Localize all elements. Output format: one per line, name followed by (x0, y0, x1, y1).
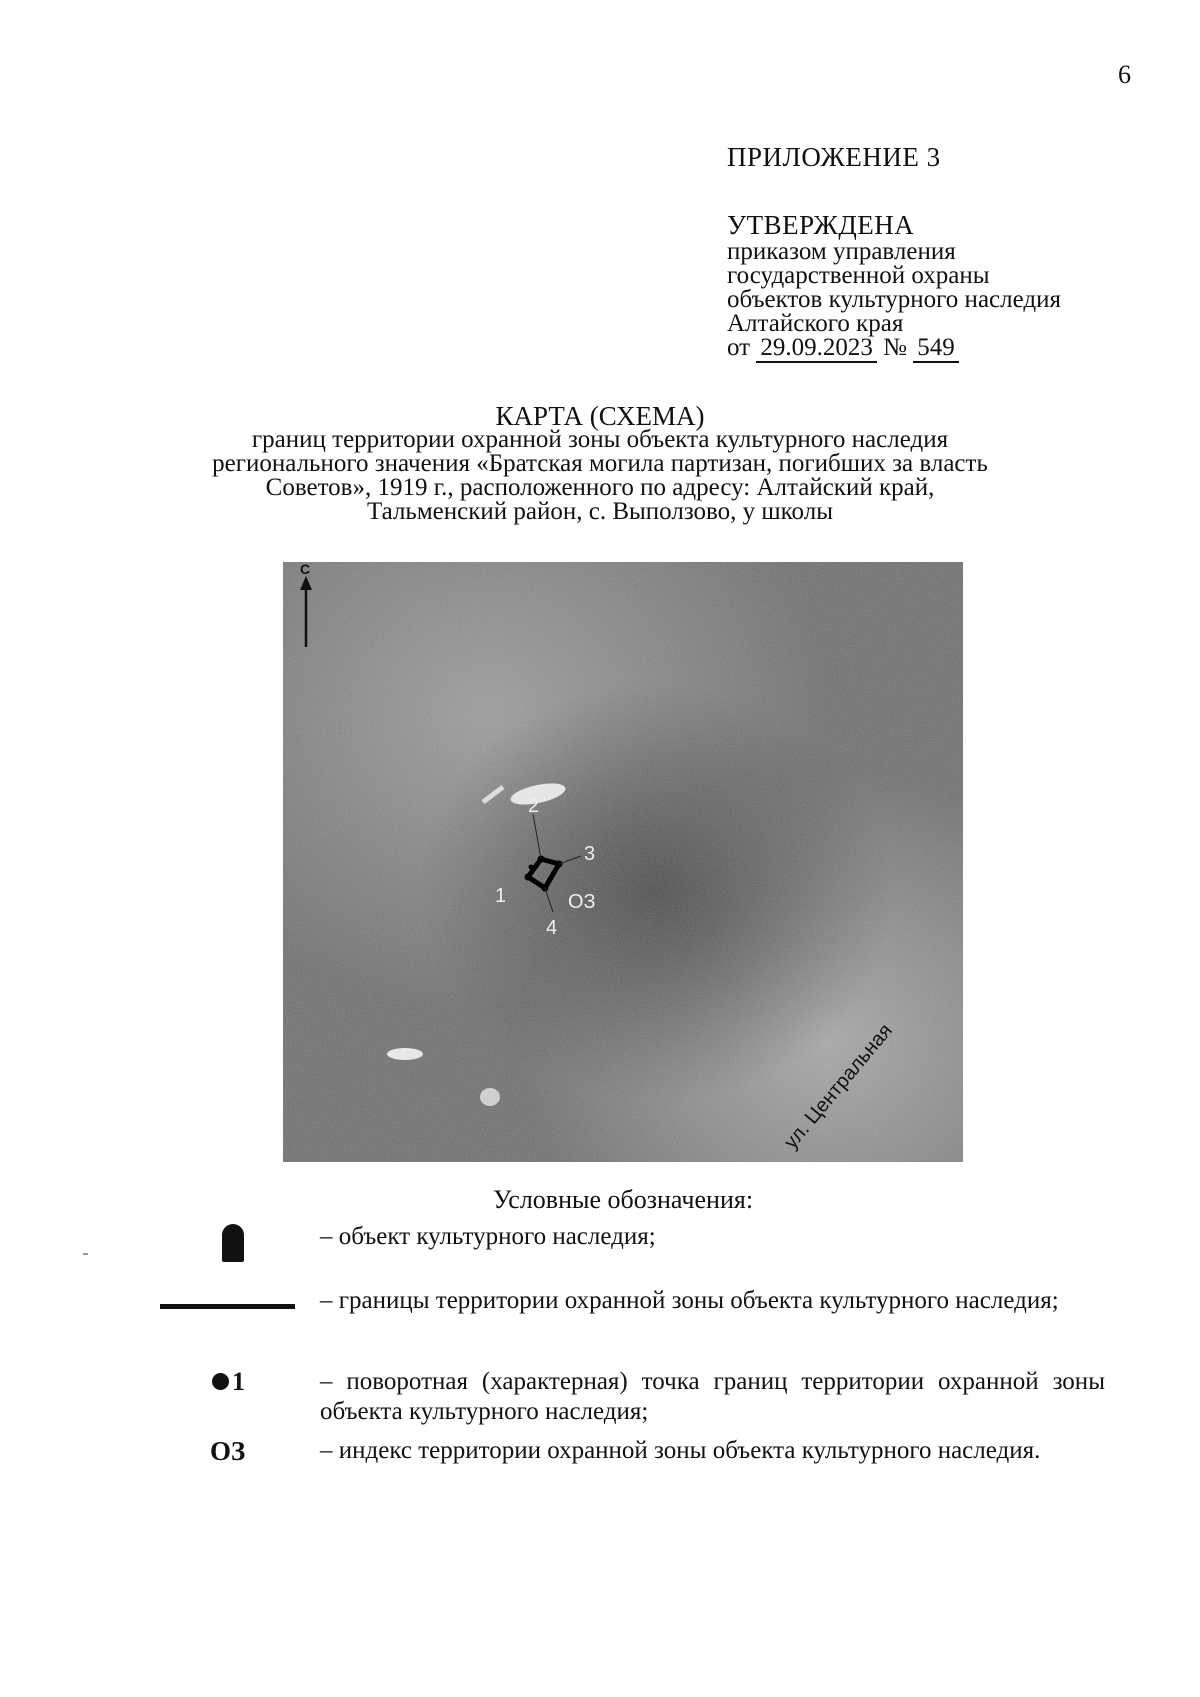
legend-text: – индекс территории охранной зоны объекта культурного наследия. (320, 1437, 1041, 1464)
point-label-2: 2 (528, 795, 540, 817)
order-reference (727, 240, 1061, 360)
order-number: 549 (913, 334, 959, 363)
bright-patch (387, 1048, 423, 1060)
heritage-object-icon (222, 1224, 244, 1262)
order-line-3: объектов культурного наследия (727, 286, 1061, 313)
scheme-map (283, 562, 963, 1162)
order-prefix: от (727, 334, 751, 361)
title-line-1: границ территории охранной зоны объекта культурного наследия (251, 426, 949, 453)
order-line-2: государственной охраны (727, 262, 990, 289)
point-label-3: 3 (584, 843, 596, 865)
turning-point-icon (212, 1373, 229, 1390)
order-line-4: Алтайского края (727, 310, 904, 337)
point-label-1: 1 (495, 885, 507, 907)
order-number-sign: № (883, 334, 907, 361)
turning-point-1 (525, 874, 532, 881)
title-line-3: Советов», 1919 г., расположенного по адресу: Алтайский край, (265, 474, 935, 501)
title-line-2: регионального значения «Братская могила партизан, погибших за власть (212, 450, 988, 477)
north-label: С (300, 562, 311, 577)
legend-text: – объект культурного наследия; (320, 1223, 656, 1250)
legend-text: – границы территории охранной зоны объекта культурного наследия; (320, 1287, 1059, 1314)
order-date: 29.09.2023 (756, 334, 877, 363)
document-title (180, 401, 1020, 525)
turning-point-symbol-label: 1 (232, 1367, 245, 1396)
legend-title: Условные обозначения: (493, 1185, 754, 1214)
boundary-line-icon (160, 1304, 295, 1309)
order-date-line (727, 336, 1061, 360)
zone-index-symbol: ОЗ (210, 1436, 246, 1466)
page-number: 6 (1118, 60, 1131, 89)
zone-index-label: ОЗ (568, 891, 596, 913)
appendix-heading: ПРИЛОЖЕНИЕ 3 (727, 142, 941, 172)
street-label: ул. Центральная (779, 1019, 897, 1154)
approved-heading: УТВЕРЖДЕНА (727, 210, 915, 240)
heritage-object-marker (529, 865, 534, 870)
order-line-1: приказом управления (727, 238, 956, 265)
margin-mark (83, 1253, 88, 1255)
title-line-4: Тальменский район, с. Выползово, у школы (366, 498, 833, 525)
title-main: КАРТА (СХЕМА) (495, 401, 705, 431)
bright-patch (480, 1088, 500, 1106)
point-label-4: 4 (546, 917, 558, 939)
legend-text: – поворотная (характерная) точка границ территории охранной зоны объекта культурного наследия; (320, 1368, 1105, 1425)
